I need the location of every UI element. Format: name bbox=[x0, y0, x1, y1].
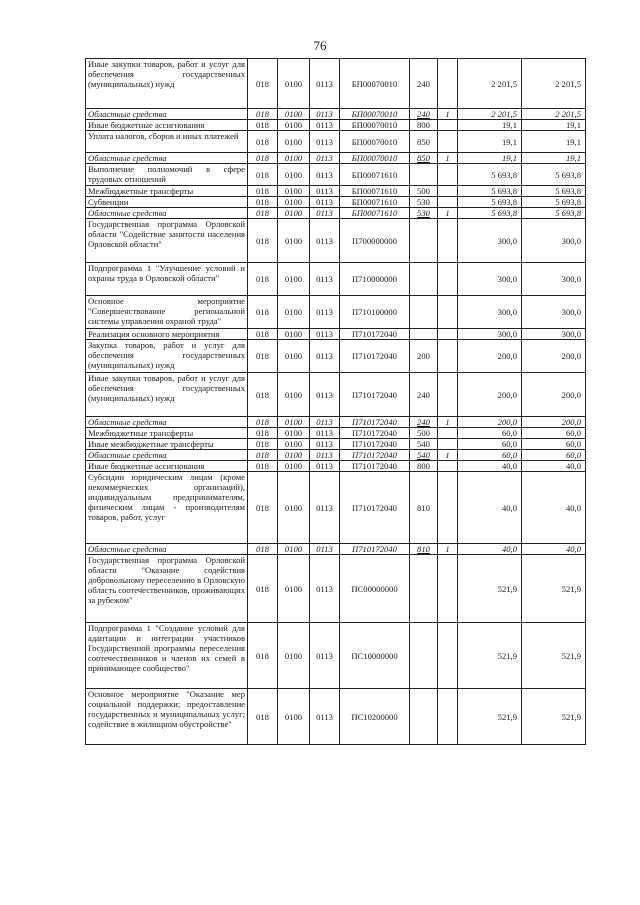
row-name: Субвенции bbox=[86, 197, 248, 208]
row-amount-2: 200,0 bbox=[522, 417, 586, 428]
row-amount-1: 200,0 bbox=[458, 417, 522, 428]
row-subsection-code: 0113 bbox=[310, 340, 340, 373]
row-subsection-code: 0113 bbox=[310, 329, 340, 340]
row-funding-source: 1 bbox=[438, 450, 458, 461]
row-expense-type bbox=[410, 219, 438, 263]
row-amount-1: 521,9 bbox=[458, 623, 522, 689]
row-ved-code: 018 bbox=[248, 153, 278, 164]
row-expense-type bbox=[410, 623, 438, 689]
row-amount-1: 300,0 bbox=[458, 219, 522, 263]
row-funding-source bbox=[438, 219, 458, 263]
row-section-code: 0100 bbox=[278, 208, 310, 219]
row-expense-type bbox=[410, 164, 438, 186]
row-subsection-code: 0113 bbox=[310, 472, 340, 544]
row-subsection-code: 0113 bbox=[310, 164, 340, 186]
row-section-code: 0100 bbox=[278, 555, 310, 623]
row-name: Областные средства bbox=[86, 450, 248, 461]
table-row bbox=[86, 417, 586, 428]
row-subsection-code: 0113 bbox=[310, 461, 340, 472]
row-ved-code: 018 bbox=[248, 555, 278, 623]
row-name: Областные средства bbox=[86, 153, 248, 164]
row-section-code: 0100 bbox=[278, 164, 310, 186]
row-section-code: 0100 bbox=[278, 153, 310, 164]
row-target-article: П710172040 bbox=[340, 329, 410, 340]
table-row bbox=[86, 623, 586, 689]
row-ved-code: 018 bbox=[248, 296, 278, 329]
row-amount-2: 300,0 bbox=[522, 329, 586, 340]
row-amount-2: 19,1 bbox=[522, 153, 586, 164]
row-funding-source: 1 bbox=[438, 544, 458, 555]
row-ved-code: 018 bbox=[248, 208, 278, 219]
row-expense-type: 810 bbox=[410, 472, 438, 544]
row-section-code: 0100 bbox=[278, 417, 310, 428]
row-ved-code: 018 bbox=[248, 544, 278, 555]
row-amount-1: 40,0 bbox=[458, 472, 522, 544]
row-subsection-code: 0113 bbox=[310, 208, 340, 219]
row-subsection-code: 0113 bbox=[310, 131, 340, 153]
row-amount-1: 300,0 bbox=[458, 263, 522, 296]
row-name: Государственная программа Орловской области "Содействие занятости населения Орловской области" bbox=[86, 219, 248, 263]
table-row bbox=[86, 472, 586, 544]
row-amount-1: 40,0 bbox=[458, 461, 522, 472]
row-ved-code: 018 bbox=[248, 219, 278, 263]
row-funding-source bbox=[438, 120, 458, 131]
row-target-article: ПС10000000 bbox=[340, 623, 410, 689]
row-subsection-code: 0113 bbox=[310, 153, 340, 164]
row-amount-2: 5 693,8 bbox=[522, 164, 586, 186]
row-amount-2: 40,0 bbox=[522, 472, 586, 544]
row-name: Уплата налогов, сборов и иных платежей bbox=[86, 131, 248, 153]
row-funding-source: 1 bbox=[438, 109, 458, 120]
row-amount-2: 60,0 bbox=[522, 428, 586, 439]
table-row bbox=[86, 59, 586, 109]
row-name: Выполнение полномочий в сфере трудовых отношений bbox=[86, 164, 248, 186]
table-row bbox=[86, 296, 586, 329]
row-target-article: П710172040 bbox=[340, 439, 410, 450]
row-amount-1: 19,1 bbox=[458, 120, 522, 131]
row-amount-2: 19,1 bbox=[522, 120, 586, 131]
row-name: Основное мероприятие "Совершенствование региональной системы управления охраной труда" bbox=[86, 296, 248, 329]
row-subsection-code: 0113 bbox=[310, 186, 340, 197]
row-amount-1: 60,0 bbox=[458, 450, 522, 461]
row-ved-code: 018 bbox=[248, 461, 278, 472]
row-funding-source bbox=[438, 439, 458, 450]
row-name: Реализация основного мероприятия bbox=[86, 329, 248, 340]
row-ved-code: 018 bbox=[248, 131, 278, 153]
row-section-code: 0100 bbox=[278, 120, 310, 131]
row-expense-type: 800 bbox=[410, 461, 438, 472]
budget-table-body bbox=[86, 59, 586, 745]
row-funding-source bbox=[438, 197, 458, 208]
row-subsection-code: 0113 bbox=[310, 450, 340, 461]
row-ved-code: 018 bbox=[248, 340, 278, 373]
row-amount-1: 5 693,8 bbox=[458, 197, 522, 208]
row-name: Областные средства bbox=[86, 208, 248, 219]
page-number: 76 bbox=[313, 38, 327, 53]
row-ved-code: 018 bbox=[248, 186, 278, 197]
row-name: Межбюджетные трансферты bbox=[86, 428, 248, 439]
row-funding-source: 1 bbox=[438, 153, 458, 164]
row-name: Подпрограмма 1 "Улучшение условий и охраны труда в Орловской области" bbox=[86, 263, 248, 296]
row-amount-2: 521,9 bbox=[522, 623, 586, 689]
row-target-article: БП00070010 bbox=[340, 59, 410, 109]
row-name: Иные бюджетные ассигнования bbox=[86, 461, 248, 472]
table-row bbox=[86, 186, 586, 197]
row-amount-2: 5 693,8 bbox=[522, 197, 586, 208]
row-section-code: 0100 bbox=[278, 461, 310, 472]
row-amount-1: 19,1 bbox=[458, 131, 522, 153]
row-amount-1: 521,9 bbox=[458, 689, 522, 745]
row-amount-1: 200,0 bbox=[458, 340, 522, 373]
row-section-code: 0100 bbox=[278, 472, 310, 544]
row-section-code: 0100 bbox=[278, 450, 310, 461]
row-ved-code: 018 bbox=[248, 472, 278, 544]
row-expense-type bbox=[410, 263, 438, 296]
row-section-code: 0100 bbox=[278, 329, 310, 340]
row-target-article: ПС00000000 bbox=[340, 555, 410, 623]
row-target-article: БП00071610 bbox=[340, 197, 410, 208]
table-row bbox=[86, 120, 586, 131]
row-target-article: БП00070010 bbox=[340, 120, 410, 131]
row-ved-code: 018 bbox=[248, 263, 278, 296]
row-amount-2: 300,0 bbox=[522, 219, 586, 263]
row-name: Межбюджетные трансферты bbox=[86, 186, 248, 197]
row-amount-1: 300,0 bbox=[458, 296, 522, 329]
row-ved-code: 018 bbox=[248, 439, 278, 450]
row-subsection-code: 0113 bbox=[310, 417, 340, 428]
table-row bbox=[86, 197, 586, 208]
row-expense-type bbox=[410, 689, 438, 745]
row-expense-type: 240 bbox=[410, 59, 438, 109]
row-target-article: П710172040 bbox=[340, 428, 410, 439]
row-target-article: БП00070010 bbox=[340, 153, 410, 164]
row-expense-type: 540 bbox=[410, 439, 438, 450]
row-amount-1: 2 201,5 bbox=[458, 109, 522, 120]
table-row bbox=[86, 439, 586, 450]
row-funding-source bbox=[438, 340, 458, 373]
row-amount-2: 521,9 bbox=[522, 689, 586, 745]
row-target-article: П710100000 bbox=[340, 296, 410, 329]
row-section-code: 0100 bbox=[278, 544, 310, 555]
row-target-article: П710172040 bbox=[340, 340, 410, 373]
row-amount-1: 521,9 bbox=[458, 555, 522, 623]
row-funding-source bbox=[438, 623, 458, 689]
row-funding-source bbox=[438, 186, 458, 197]
row-section-code: 0100 bbox=[278, 131, 310, 153]
row-ved-code: 018 bbox=[248, 329, 278, 340]
row-funding-source bbox=[438, 689, 458, 745]
row-expense-type: 240 bbox=[410, 109, 438, 120]
row-target-article: П710172040 bbox=[340, 472, 410, 544]
row-amount-1: 5 693,8 bbox=[458, 186, 522, 197]
table-row bbox=[86, 263, 586, 296]
row-section-code: 0100 bbox=[278, 59, 310, 109]
row-amount-2: 60,0 bbox=[522, 439, 586, 450]
row-ved-code: 018 bbox=[248, 428, 278, 439]
row-amount-2: 200,0 bbox=[522, 373, 586, 417]
row-amount-1: 60,0 bbox=[458, 428, 522, 439]
row-funding-source bbox=[438, 263, 458, 296]
row-target-article: БП00070010 bbox=[340, 109, 410, 120]
row-expense-type: 530 bbox=[410, 208, 438, 219]
row-amount-2: 60,0 bbox=[522, 450, 586, 461]
row-section-code: 0100 bbox=[278, 109, 310, 120]
row-amount-2: 300,0 bbox=[522, 263, 586, 296]
row-target-article: П710172040 bbox=[340, 417, 410, 428]
table-row bbox=[86, 689, 586, 745]
row-amount-1: 5 693,8 bbox=[458, 208, 522, 219]
row-expense-type: 240 bbox=[410, 417, 438, 428]
row-name: Субсидии юридическим лицам (кроме некоммерческих организаций), индивидуальным предпринимателям, физическим лицам - производителям товаров, работ, услуг bbox=[86, 472, 248, 544]
row-amount-1: 40,0 bbox=[458, 544, 522, 555]
row-ved-code: 018 bbox=[248, 417, 278, 428]
row-subsection-code: 0113 bbox=[310, 59, 340, 109]
row-expense-type bbox=[410, 555, 438, 623]
budget-table bbox=[85, 58, 586, 745]
row-amount-2: 40,0 bbox=[522, 544, 586, 555]
row-expense-type: 500 bbox=[410, 186, 438, 197]
row-target-article: БП00071610 bbox=[340, 186, 410, 197]
row-ved-code: 018 bbox=[248, 623, 278, 689]
row-section-code: 0100 bbox=[278, 296, 310, 329]
row-subsection-code: 0113 bbox=[310, 428, 340, 439]
row-expense-type: 530 bbox=[410, 197, 438, 208]
row-amount-2: 200,0 bbox=[522, 340, 586, 373]
row-subsection-code: 0113 bbox=[310, 120, 340, 131]
row-target-article: БП00070010 bbox=[340, 131, 410, 153]
row-expense-type: 500 bbox=[410, 428, 438, 439]
row-section-code: 0100 bbox=[278, 340, 310, 373]
row-expense-type: 540 bbox=[410, 450, 438, 461]
row-target-article: БП00071610 bbox=[340, 208, 410, 219]
row-amount-1: 2 201,5 bbox=[458, 59, 522, 109]
row-funding-source bbox=[438, 131, 458, 153]
row-expense-type: 810 bbox=[410, 544, 438, 555]
row-funding-source bbox=[438, 472, 458, 544]
row-amount-2: 5 693,8 bbox=[522, 186, 586, 197]
row-amount-1: 19,1 bbox=[458, 153, 522, 164]
row-name: Областные средства bbox=[86, 544, 248, 555]
row-amount-2: 40,0 bbox=[522, 461, 586, 472]
table-row bbox=[86, 208, 586, 219]
row-ved-code: 018 bbox=[248, 450, 278, 461]
row-section-code: 0100 bbox=[278, 219, 310, 263]
row-subsection-code: 0113 bbox=[310, 263, 340, 296]
row-ved-code: 018 bbox=[248, 197, 278, 208]
row-funding-source bbox=[438, 59, 458, 109]
row-section-code: 0100 bbox=[278, 186, 310, 197]
row-subsection-code: 0113 bbox=[310, 109, 340, 120]
row-subsection-code: 0113 bbox=[310, 296, 340, 329]
row-target-article: П710172040 bbox=[340, 373, 410, 417]
row-ved-code: 018 bbox=[248, 689, 278, 745]
row-name: Подпрограмма 1 "Создание условий для адаптации и интеграции участников Государственной программы переселения соотечественников и членов их семей в принимающее сообщество" bbox=[86, 623, 248, 689]
row-subsection-code: 0113 bbox=[310, 197, 340, 208]
row-ved-code: 018 bbox=[248, 373, 278, 417]
row-subsection-code: 0113 bbox=[310, 219, 340, 263]
row-name: Областные средства bbox=[86, 417, 248, 428]
row-amount-1: 5 693,8 bbox=[458, 164, 522, 186]
row-subsection-code: 0113 bbox=[310, 689, 340, 745]
table-row bbox=[86, 340, 586, 373]
row-expense-type: 240 bbox=[410, 373, 438, 417]
row-funding-source: 1 bbox=[438, 208, 458, 219]
row-target-article: П710172040 bbox=[340, 450, 410, 461]
row-section-code: 0100 bbox=[278, 373, 310, 417]
table-row bbox=[86, 219, 586, 263]
row-funding-source bbox=[438, 461, 458, 472]
table-row bbox=[86, 153, 586, 164]
row-amount-1: 60,0 bbox=[458, 439, 522, 450]
row-ved-code: 018 bbox=[248, 120, 278, 131]
row-expense-type bbox=[410, 329, 438, 340]
row-name: Иные бюджетные ассигнования bbox=[86, 120, 248, 131]
table-row bbox=[86, 164, 586, 186]
table-row bbox=[86, 461, 586, 472]
row-subsection-code: 0113 bbox=[310, 544, 340, 555]
row-ved-code: 018 bbox=[248, 109, 278, 120]
row-target-article: П700000000 bbox=[340, 219, 410, 263]
row-ved-code: 018 bbox=[248, 164, 278, 186]
row-subsection-code: 0113 bbox=[310, 555, 340, 623]
row-section-code: 0100 bbox=[278, 197, 310, 208]
row-section-code: 0100 bbox=[278, 263, 310, 296]
row-funding-source bbox=[438, 373, 458, 417]
table-row bbox=[86, 109, 586, 120]
row-section-code: 0100 bbox=[278, 439, 310, 450]
row-amount-2: 300,0 bbox=[522, 296, 586, 329]
row-funding-source bbox=[438, 329, 458, 340]
row-name: Областные средства bbox=[86, 109, 248, 120]
row-ved-code: 018 bbox=[248, 59, 278, 109]
table-row bbox=[86, 544, 586, 555]
row-amount-2: 5 693,8 bbox=[522, 208, 586, 219]
table-row bbox=[86, 428, 586, 439]
row-funding-source bbox=[438, 555, 458, 623]
row-name: Основное мероприятие "Оказание мер социальной поддержки; предоставление государственных и муниципальных услуг; содействие в жилищном обустройстве" bbox=[86, 689, 248, 745]
row-section-code: 0100 bbox=[278, 428, 310, 439]
row-section-code: 0100 bbox=[278, 689, 310, 745]
row-subsection-code: 0113 bbox=[310, 373, 340, 417]
row-target-article: ПС10200000 bbox=[340, 689, 410, 745]
row-amount-1: 300,0 bbox=[458, 329, 522, 340]
row-subsection-code: 0113 bbox=[310, 439, 340, 450]
table-row bbox=[86, 329, 586, 340]
row-amount-2: 19,1 bbox=[522, 131, 586, 153]
table-row bbox=[86, 450, 586, 461]
row-funding-source bbox=[438, 296, 458, 329]
table-row bbox=[86, 131, 586, 153]
row-target-article: П710172040 bbox=[340, 544, 410, 555]
row-amount-2: 2 201,5 bbox=[522, 109, 586, 120]
row-name: Иные закупки товаров, работ и услуг для обеспечения государственных (муниципальных) нужд bbox=[86, 59, 248, 109]
row-amount-2: 2 201,5 bbox=[522, 59, 586, 109]
row-expense-type: 800 bbox=[410, 120, 438, 131]
row-funding-source bbox=[438, 164, 458, 186]
row-name: Закупка товаров, работ и услуг для обеспечения государственных (муниципальных) нужд bbox=[86, 340, 248, 373]
row-expense-type: 200 bbox=[410, 340, 438, 373]
row-expense-type bbox=[410, 296, 438, 329]
row-funding-source: 1 bbox=[438, 417, 458, 428]
row-name: Иные межбюджетные трансферты bbox=[86, 439, 248, 450]
row-funding-source bbox=[438, 428, 458, 439]
row-target-article: П710000000 bbox=[340, 263, 410, 296]
row-name: Иные закупки товаров, работ и услуг для обеспечения государственных (муниципальных) нужд bbox=[86, 373, 248, 417]
row-target-article: БП00071610 bbox=[340, 164, 410, 186]
table-row bbox=[86, 555, 586, 623]
row-amount-1: 200,0 bbox=[458, 373, 522, 417]
table-row bbox=[86, 373, 586, 417]
row-expense-type: 850 bbox=[410, 131, 438, 153]
row-target-article: П710172040 bbox=[340, 461, 410, 472]
row-amount-2: 521,9 bbox=[522, 555, 586, 623]
row-expense-type: 850 bbox=[410, 153, 438, 164]
row-section-code: 0100 bbox=[278, 623, 310, 689]
row-subsection-code: 0113 bbox=[310, 623, 340, 689]
row-name: Государственная программа Орловской области "Оказание содействия добровольному переселению в Орловскую область соотечественников, проживающих за рубежом" bbox=[86, 555, 248, 623]
